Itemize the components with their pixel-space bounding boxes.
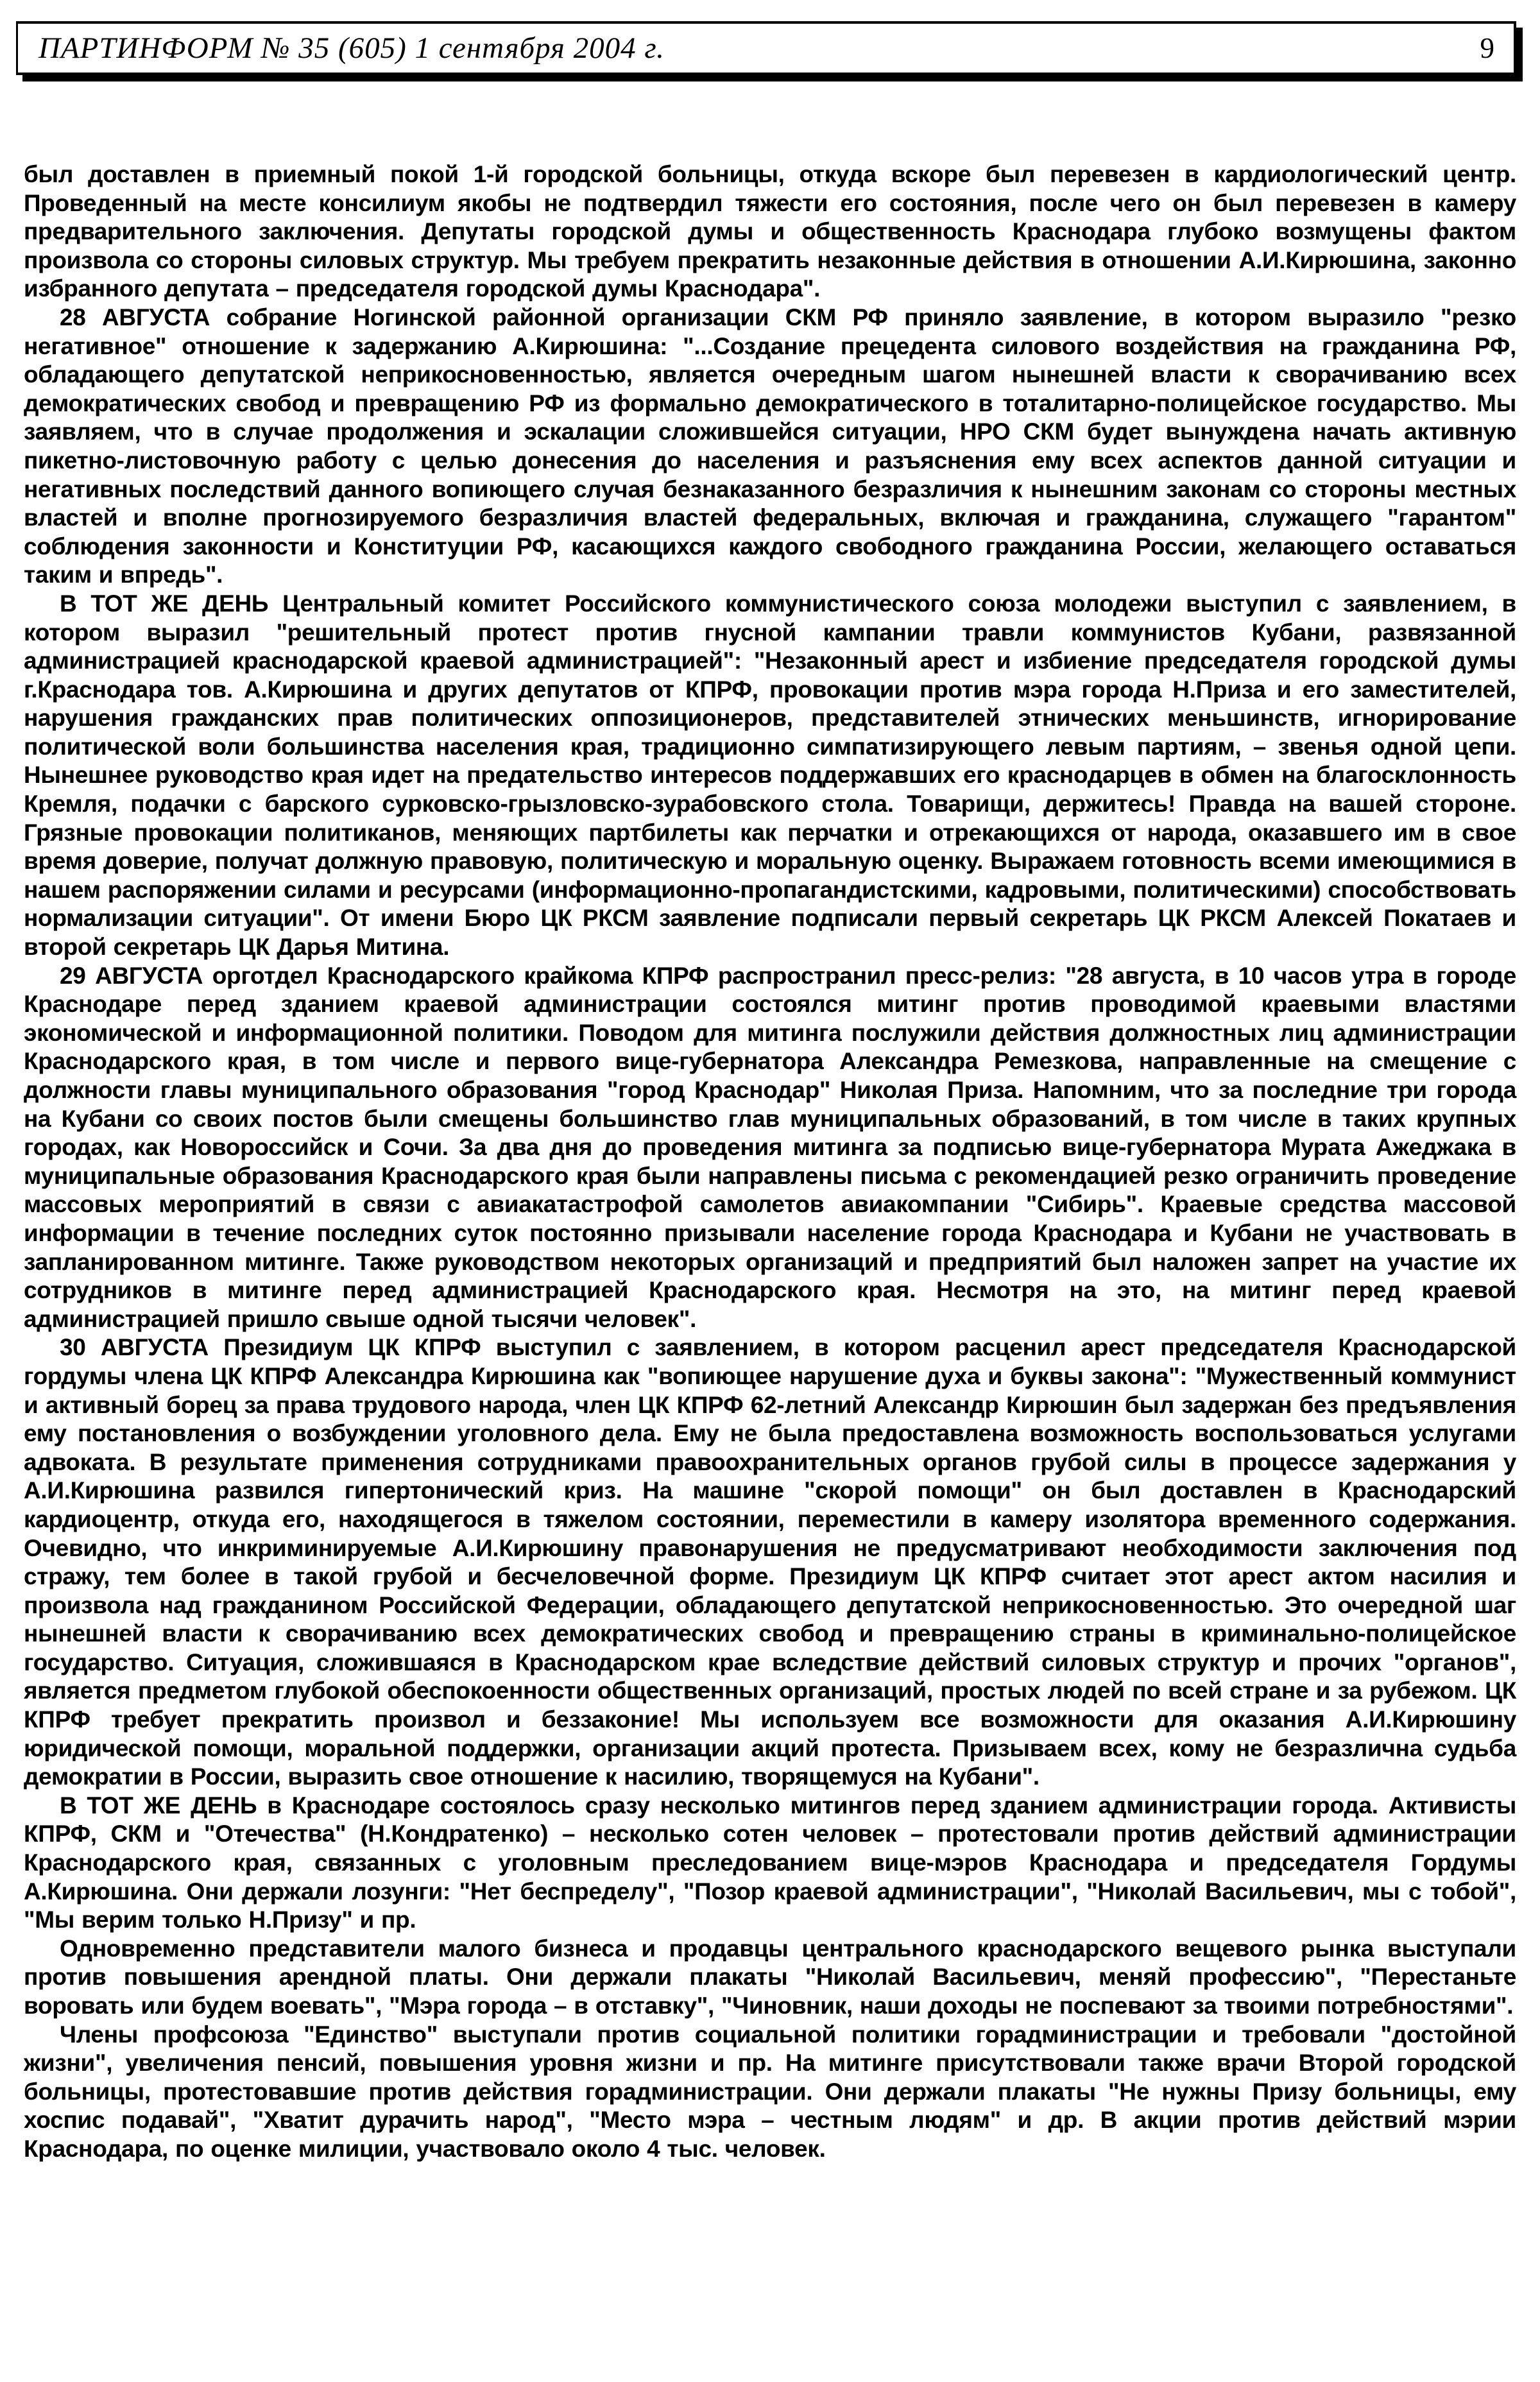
paragraph-text: в Краснодаре состоялось сразу несколько митингов перед зданием администрации города. Активисты КПРФ, СКМ и "Отечества" (Н.Кондратенко) – несколько сотен человек – протестовали против действий администрации Краснодарского края, связанных с уголовным преследованием вице-мэров Краснодара и председателя Гордумы А.Кирюшина. Они держали лозунги: "Нет беспределу", "Позор краевой администрации", "Николай Васильевич, мы с тобой", "Мы верим только Н.Призу" и пр. bbox=[24, 1792, 1516, 1933]
paragraph-date-lead: 29 АВГУСТА bbox=[60, 962, 203, 989]
paragraph-date-lead: В ТОТ ЖЕ ДЕНЬ bbox=[60, 590, 269, 617]
paragraph-text: Президиум ЦК КПРФ выступил с заявлением, в котором расценил арест председателя Краснодарской гордумы члена ЦК КПРФ Александра Кирюшина как "вопиющее нарушение духа и буквы закона": "Мужественный коммунист и активный борец за права трудового народа, член ЦК КПРФ 62-летний Александр Кирюшин был задержан без предъявления ему постановления о возбуждении уголовного дела. Ему не была предоставлена возможность воспользоваться услугами адвоката. В результате применения сотрудниками правоохранительных органов грубой силы в процессе задержания у А.И.Кирюшина развился гипертонический криз. На машине "скорой помощи" он был доставлен в Краснодарский кардиоцентр, откуда его, находящегося в тяжелом состоянии, переместили в камеру изолятора временного содержания. Очевидно, что инкриминируемые А.И.Кирюшину правонарушения не предусматривают необходимости заключения под стражу, тем более в такой грубой и бесчеловечной форме. Президиум ЦК КПРФ считает этот арест актом насилия и произвола над гражданином Российской Федерации, обладающего депутатской неприкосновенностью. Это очередной шаг нынешней власти к сворачиванию всех демократических свобод и превращению страны в криминально-полицейское государство. Ситуация, сложившаяся в Краснодарском крае вследствие действий силовых структур и прочих "органов", является предметом глубокой обеспокоенности общественных организаций, простых людей по всей стране и за рубежом. ЦК КПРФ требует прекратить произвол и беззаконие! Мы используем все возможности для оказания А.И.Кирюшину юридической помощи, моральной поддержки, организации акций протеста. Призываем всех, кому не безразлична судьба демократии в России, выразить свое отношение к насилию, творящемуся на Кубани". bbox=[24, 1334, 1516, 1790]
paragraph bbox=[24, 1792, 1516, 1935]
paragraph-text: Одновременно представители малого бизнеса и продавцы центрального краснодарского вещевого рынка выступали против повышения арендной платы. Они держали плакаты "Николай Васильевич, меняй профессию", "Перестаньте воровать или будем воевать", "Мэра города – в отставку", "Чиновник, наши доходы не поспевают за твоими потребностями". bbox=[24, 1935, 1516, 2019]
paragraph-date-lead: В ТОТ ЖЕ ДЕНЬ bbox=[60, 1792, 257, 1819]
paragraph bbox=[24, 304, 1516, 590]
paragraph-text: был доставлен в приемный покой 1-й городской больницы, откуда вскоре был перевезен в кардиологический центр. Проведенный на месте консилиум якобы не подтвердил тяжести его состояния, после чего он был перевезен в камеру предварительного заключения. Депутаты городской думы и общественность Краснодара глубоко возмущены фактом произвола со стороны силовых структур. Мы требуем прекратить незаконные действия в отношении А.И.Кирюшина, законно избранного депутата – председателя городской думы Краснодара". bbox=[24, 161, 1516, 302]
masthead bbox=[16, 21, 1516, 75]
paragraphs-container bbox=[24, 160, 1516, 2164]
paragraph bbox=[24, 160, 1516, 304]
paragraph bbox=[24, 962, 1516, 1334]
paragraph bbox=[24, 2021, 1516, 2164]
paragraph-text: Члены профсоюза "Единство" выступали против социальной политики горадминистрации и требовали "достойной жизни", увеличения пенсий, повышения уровня жизни и пр. На митинге присутствовали также врачи Второй городской больницы, протестовавшие против действия горадминистрации. Они держали плакаты "Не нужны Призу больницы, ему хоспис подавай", "Хватит дурачить народ", "Место мэра – честным людям" и др. В акции против действий мэрии Краснодара, по оценке милиции, участвовало около 4 тыс. человек. bbox=[24, 2021, 1516, 2162]
paragraph-date-lead: 30 АВГУСТА bbox=[60, 1334, 209, 1361]
paragraph-text: собрание Ногинской районной организации СКМ РФ приняло заявление, в котором выразило "резко негативное" отношение к задержанию А.Кирюшина: "...Создание прецедента силового воздействия на гражданина РФ, обладающего депутатской неприкосновенностью, является очередным шагом нынешней власти к сворачиванию всех демократических свобод и превращению РФ из формально демократического в тоталитарно-полицейское государство. Мы заявляем, что в случае продолжения и эскалации сложившейся ситуации, НРО СКМ будет вынуждена начать активную пикетно-листовочную работу с целью донесения до населения и разъяснения ему всех аспектов данной ситуации и негативных последствий данного вопиющего случая безнаказанного безразличия к нынешним законам со стороны местных властей и вполне прогнозируемого безразличия властей федеральных, включая и гражданина, служащего "гарантом" соблюдения законности и Конституции РФ, касающихся каждого свободного гражданина России, желающего оставаться таким и впредь". bbox=[24, 304, 1516, 588]
paragraph-text: Центральный комитет Российского коммунистического союза молодежи выступил с заявлением, в котором выразил "решительный протест против гнусной кампании травли коммунистов Кубани, развязанной администрацией краснодарской краевой администрацией": "Незаконный арест и избиение председателя городской думы г.Краснодара тов. А.Кирюшина и других депутатов от КПРФ, провокации против мэра города Н.Приза и его заместителей, нарушения гражданских прав политических оппозиционеров, представителей этнических меньшинств, игнорирование политической воли большинства населения края, традиционно симпатизирующего левым партиям, – звенья одной цепи. Нынешнее руководство края идет на предательство интересов поддержавших его краснодарцев в обмен на благосклонность Кремля, подачки с барского сурковско-грызловско-зурабовского стола. Товарищи, держитесь! Правда на вашей стороне. Грязные провокации политиканов, меняющих партбилеты как перчатки и отрекающихся от народа, оказавшего им в свое время доверие, получат должную правовую, политическую и моральную оценку. Выражаем готовность всеми имеющимися в нашем распоряжении силами и ресурсами (информационно-пропагандистскими, кадровыми, политическими) способствовать нормализации ситуации". От имени Бюро ЦК РКСМ заявление подписали первый секретарь ЦК РКСМ Алексей Покатаев и второй секретарь ЦК Дарья Митина. bbox=[24, 590, 1516, 961]
masthead-title: ПАРТИНФОРМ № 35 (605) 1 сентября 2004 г. bbox=[38, 31, 665, 65]
page-number: 9 bbox=[1480, 32, 1494, 64]
article-body bbox=[24, 160, 1516, 2164]
paragraph bbox=[24, 1935, 1516, 2021]
paragraph-date-lead: 28 АВГУСТА bbox=[60, 304, 210, 330]
paragraph bbox=[24, 1333, 1516, 1792]
paragraph-text: орготдел Краснодарского крайкома КПРФ распространил пресс-релиз: "28 августа, в 10 часов утра в городе Краснодаре перед зданием краевой администрации состоялся митинг против проводимой краевыми властями экономической и информационной политики. Поводом для митинга послужили действия должностных лиц администрации Краснодарского края, в том числе и первого вице-губернатора Александра Ремезкова, направленные на смещение с должности главы муниципального образования "город Краснодар" Николая Приза. Напомним, что за последние три города на Кубани со своих постов были смещены большинство глав муниципальных образований, в том числе в таких крупных городах, как Новороссийск и Сочи. За два дня до проведения митинга за подписью вице-губернатора Мурата Ажеджака в муниципальные образования Краснодарского края были направлены письма с рекомендацией резко ограничить проведение массовых мероприятий в связи с авиакатастрофой самолетов авиакомпании "Сибирь". Краевые средства массовой информации в течение последних суток постоянно призывали население города Краснодара и Кубани не участвовать в запланированном митинге. Также руководством некоторых организаций и предприятий был наложен запрет на участие их сотрудников в митинге перед администрацией Краснодарского края. Несмотря на это, на митинг перед краевой администрацией пришло свыше одной тысячи человек". bbox=[24, 962, 1516, 1332]
paragraph bbox=[24, 590, 1516, 962]
